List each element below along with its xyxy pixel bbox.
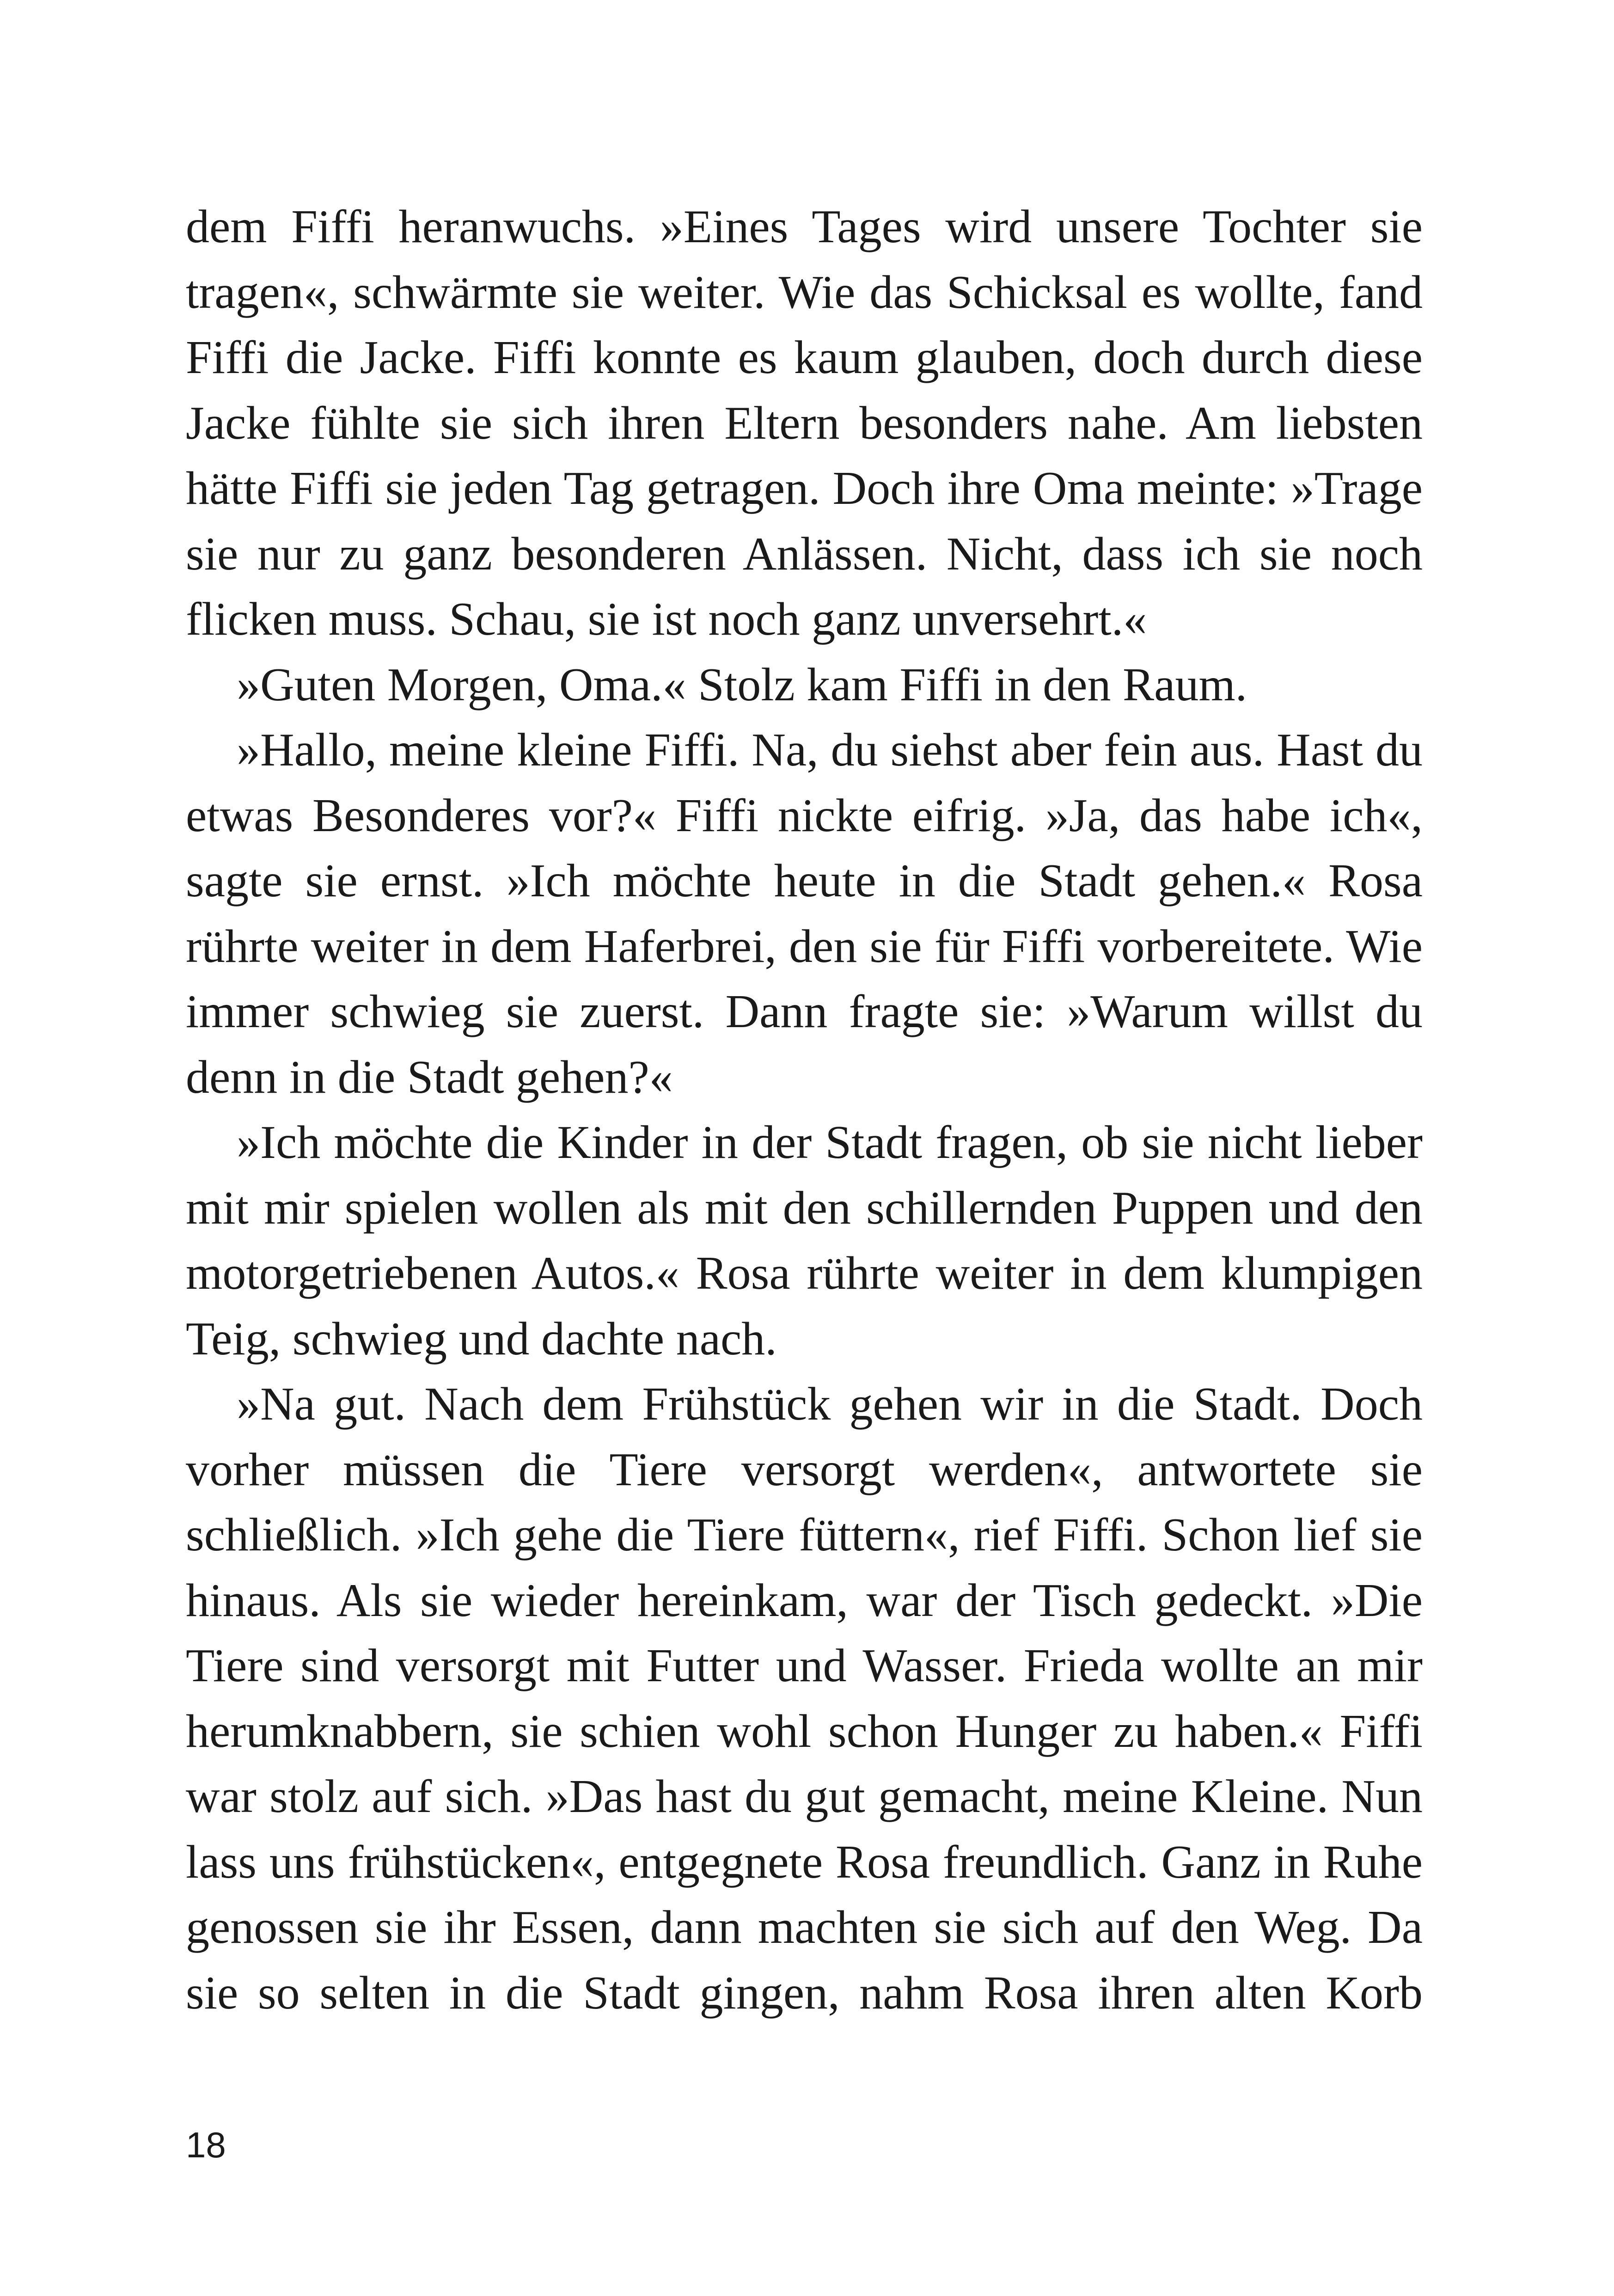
body-text [186, 194, 1423, 2026]
paragraph-greeting: »Guten Morgen, Oma.« Stolz kam Fiffi in den Raum. [237, 658, 1247, 711]
page-number: 18 [186, 2125, 226, 2165]
paragraph-dialogue-plan: »Hallo, meine kleine Fiffi. Na, du siehst aber fein aus. Hast du etwas Besonderes vor?« Fiffi nickte eifrig. »Ja, das habe ich«, sagte sie ernst. »Ich möchte heute in die Stadt gehen.« Rosa rührte weiter in dem Haferbrei, den sie für Fiffi vorbereitete. Wie immer schwieg sie zuerst. Dann fragte sie: »Warum willst du denn in die Stadt gehen?« [186, 724, 1423, 1103]
paragraph-breakfast: »Na gut. Nach dem Frühstück gehen wir in die Stadt. Doch vorher müssen die Tiere versorgt werden«, antwortete sie schließlich. »Ich gehe die Tiere füttern«, rief Fiffi. Schon lief sie hinaus. Als sie wieder hereinkam, war der Tisch gedeckt. »Die Tiere sind versorgt mit Futter und Wasser. Frieda wollte an mir herumknabbern, sie schien wohl schon Hunger zu haben.« Fiffi war stolz auf sich. »Das hast du gut gemacht, meine Kleine. Nun lass uns frühstücken«, entgegnete Rosa freundlich. Ganz in Ruhe genossen sie ihr Essen, dann machten sie sich auf den Weg. Da sie so selten in die Stadt gingen, nahm Rosa ihren alten Korb [186, 1378, 1423, 2019]
paragraph-continuation: dem Fiffi heranwuchs. »Eines Tages wird unsere Tochter sie tragen«, schwärmte sie weiter. Wie das Schicksal es wollte, fand Fiffi die Jacke. Fiffi konnte es kaum glauben, doch durch diese Jacke fühlte sie sich ihren Eltern besonders nahe. Am liebsten hätte Fiffi sie jeden Tag getragen. Doch ihre Oma meinte: »Trage sie nur zu ganz besonderen Anlässen. Nicht, dass ich sie noch flicken muss. Schau, sie ist noch ganz unversehrt.« [186, 201, 1423, 645]
paragraph-children-question: »Ich möchte die Kinder in der Stadt fragen, ob sie nicht lieber mit mir spielen wollen als mit den schillernden Puppen und den motorgetriebenen Autos.« Rosa rührte weiter in dem klumpigen Teig, schwieg und dachte nach. [186, 1116, 1423, 1365]
